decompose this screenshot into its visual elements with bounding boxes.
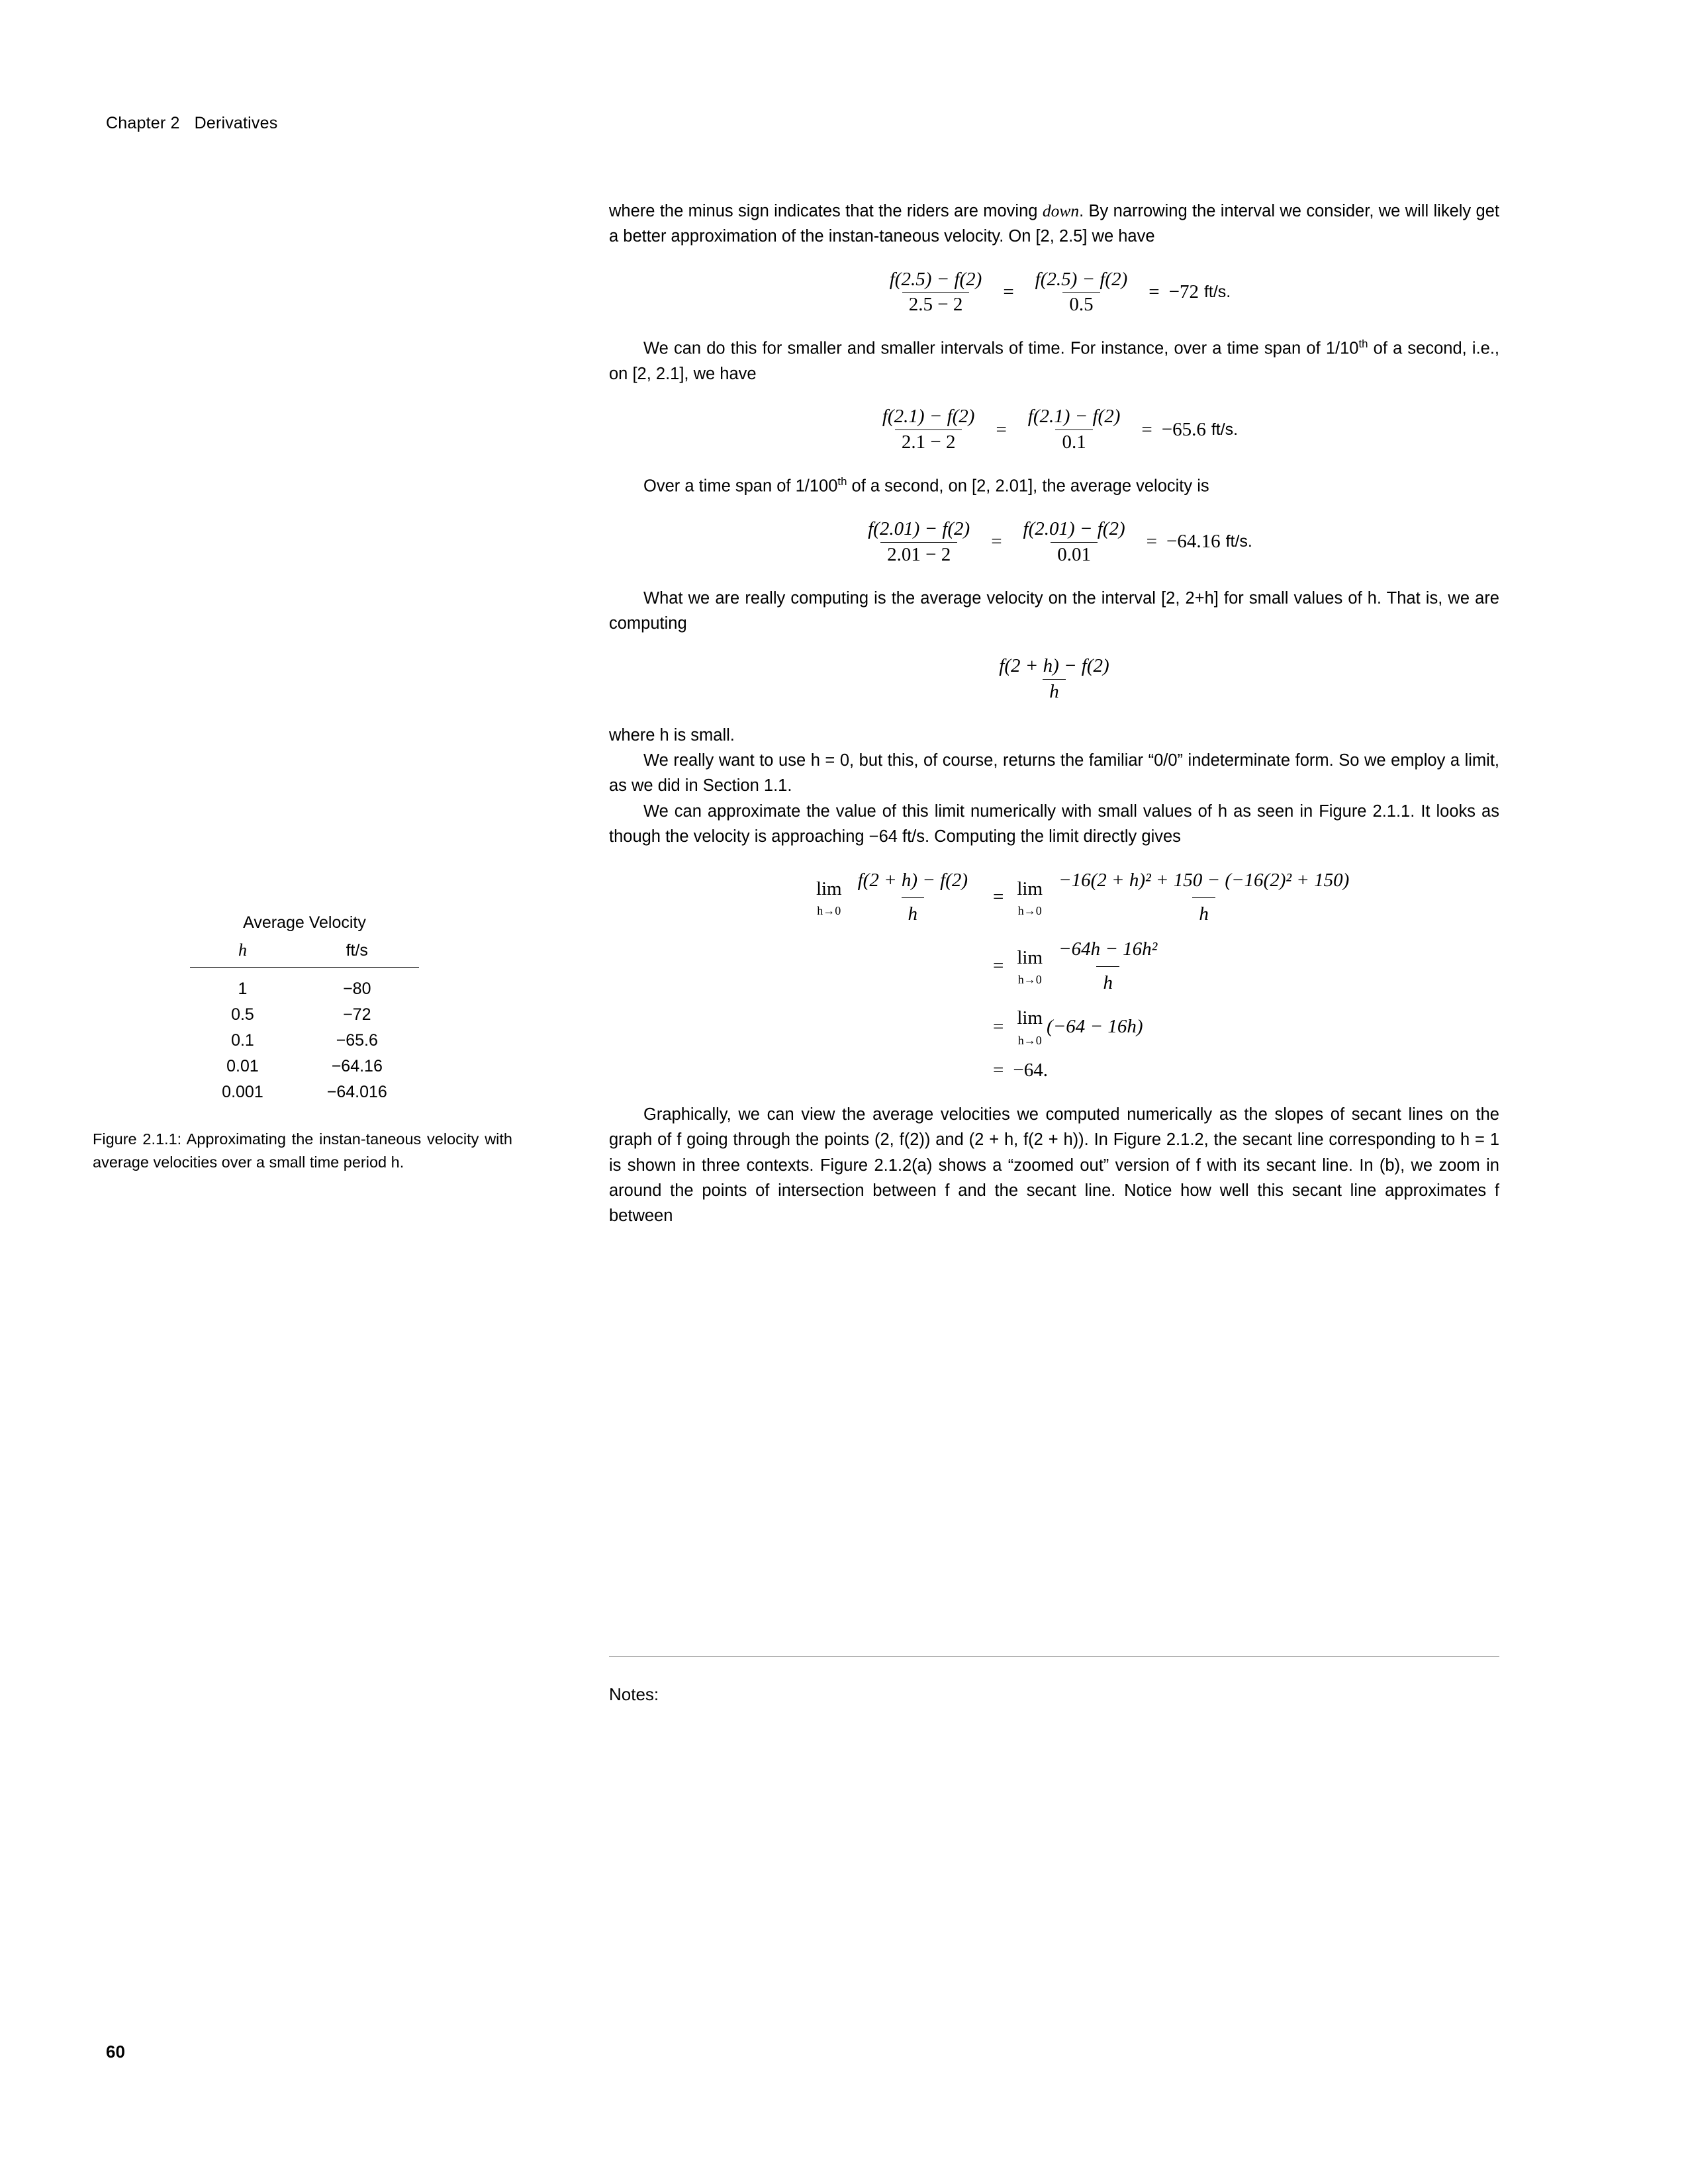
- equals-sign-2: =: [1141, 418, 1152, 440]
- limit-operator: [816, 875, 842, 921]
- equation-5-line-1: [609, 866, 1499, 929]
- ordinal-suffix: th: [1358, 338, 1368, 351]
- paragraph-2-part-a: We can do this for smaller and smaller intervals of time. For instance, over a time span of 1/10: [643, 339, 1359, 358]
- paragraph-3-part-b: of a second, on [2, 2.01], the average velocity is: [847, 477, 1209, 496]
- figure-caption: Figure 2.1.1: Approximating the instan-taneous velocity with average velocities over a small time period h.: [93, 1130, 512, 1171]
- denominator: h: [1043, 679, 1066, 703]
- equals-sign: =: [991, 531, 1002, 553]
- paragraph-3-part-a: Over a time span of 1/100: [643, 477, 838, 496]
- denominator: 0.5: [1062, 292, 1100, 316]
- table-row: [190, 1054, 419, 1079]
- numerator: f(2.5) − f(2): [889, 268, 982, 290]
- figure-2-1-1: [93, 913, 516, 1174]
- limit-subscript: h→0: [817, 904, 841, 918]
- equation-2: [609, 406, 1499, 453]
- ordinal-suffix: th: [837, 475, 847, 488]
- equation-5-line-2: [609, 935, 1499, 997]
- cell-v: −65.6: [336, 1031, 378, 1050]
- numerator: −64h − 16h²: [1058, 938, 1158, 960]
- final-result: −64.: [1013, 1059, 1048, 1081]
- equals-sign: =: [1003, 281, 1014, 302]
- numerator: f(2 + h) − f(2): [857, 870, 968, 891]
- column-header-units: ft/s: [295, 939, 419, 968]
- limit-subscript: h→0: [1017, 904, 1042, 918]
- equals-sign: =: [993, 955, 1004, 977]
- numerator: f(2.1) − f(2): [1027, 406, 1121, 428]
- fraction: [992, 656, 1115, 703]
- equation-5-line-3: [609, 1004, 1499, 1050]
- equals-sign: =: [993, 1059, 1004, 1081]
- table-header-row: [190, 939, 419, 968]
- denominator: 0.1: [1055, 430, 1092, 453]
- line2-fraction: [1052, 935, 1164, 997]
- equation-5-line-4: [609, 1056, 1499, 1085]
- limit-subscript: h→0: [1017, 973, 1042, 987]
- numerator: f(2.1) − f(2): [882, 406, 975, 428]
- paragraph-1: [609, 199, 1499, 250]
- cell-h: 0.001: [222, 1083, 263, 1101]
- result-unit: ft/s.: [1203, 283, 1231, 302]
- emphasis-down: down: [1042, 201, 1080, 220]
- chapter-label: Chapter 2: [106, 114, 180, 132]
- paragraph-7: We can approximate the value of this limit numerically with small values of h as seen in Figure 2.1.1. It looks as though the velocity is approaching −64 ft/s. Computing the limit directly gives: [609, 801, 1499, 846]
- numerator: f(2.01) − f(2): [868, 518, 970, 539]
- denominator: h: [902, 897, 925, 929]
- table-row: [190, 1028, 419, 1054]
- notes-label: Notes:: [609, 1684, 659, 1704]
- cell-v: −64.16: [331, 1057, 383, 1075]
- fraction-left: [883, 269, 989, 316]
- result-value: −72: [1168, 281, 1199, 302]
- limit-label: lim: [816, 878, 842, 899]
- limit-label: lim: [1017, 946, 1043, 968]
- fraction-right: [1017, 519, 1132, 566]
- paragraph-3: [609, 473, 1499, 499]
- limit-operator: [1017, 1004, 1043, 1050]
- result-unit: ft/s.: [1211, 420, 1239, 439]
- numerator: −16(2 + h)² + 150 − (−16(2)² + 150): [1058, 870, 1350, 891]
- limit-subscript: h→0: [1017, 1033, 1042, 1047]
- denominator: h: [1096, 966, 1119, 998]
- fraction-left: [861, 519, 976, 566]
- equals-sign: =: [996, 418, 1007, 440]
- paragraph-8: Graphically, we can view the average velocities we computed numerically as the slopes of secant lines on the graph of f going through the points (2, f(2)) and (2 + h, f(2 + h)). In Figure 2.1.2, the secant line corresponding to h = 1 is shown in three contexts. Figure 2.1.2(a) shows a “zoomed out” version of f with its secant line. In (b), we zoom in around the points of intersection between f and the secant line. Notice how well this secant line approximates f between: [609, 1105, 1499, 1226]
- rhs-fraction: [1052, 866, 1356, 929]
- cell-v: −72: [343, 1005, 371, 1024]
- denominator: 2.5 − 2: [902, 292, 970, 316]
- limit-operator: [1017, 944, 1043, 989]
- lhs-fraction: [851, 866, 974, 929]
- paragraph-2-part-b: of a second, i.e., on [2, 2.1], we have: [609, 339, 1500, 384]
- fraction-right: [1029, 269, 1135, 316]
- fraction-right: [1021, 406, 1127, 453]
- cell-v: −64.016: [326, 1083, 387, 1101]
- paragraph-1-part-a: where the minus sign indicates that the riders are moving: [609, 202, 1043, 220]
- equals-sign-2: =: [1149, 281, 1160, 302]
- cell-h: 0.01: [226, 1057, 259, 1075]
- cell-h: 1: [238, 979, 248, 998]
- limit-label: lim: [1017, 878, 1043, 899]
- table-row: [190, 968, 419, 1003]
- equals-sign-2: =: [1146, 531, 1157, 553]
- numerator: f(2 + h) − f(2): [999, 655, 1109, 677]
- denominator: 2.01 − 2: [880, 542, 957, 566]
- result-value: −65.6: [1161, 418, 1206, 440]
- paragraph-2: [609, 336, 1499, 387]
- notes-divider: [609, 1656, 1499, 1657]
- equation-5: [609, 866, 1499, 1085]
- numerator: f(2.01) − f(2): [1023, 518, 1125, 539]
- result-unit: ft/s.: [1225, 532, 1252, 551]
- equation-4: [609, 656, 1499, 703]
- paragraph-4: What we are really computing is the average velocity on the interval [2, 2+h] for small values of h. That is, we are computing: [609, 588, 1499, 633]
- fraction-left: [876, 406, 982, 453]
- main-text-column: [609, 199, 1499, 1228]
- equation-3: [609, 519, 1499, 566]
- running-head: [106, 114, 277, 133]
- paragraph-1-part-b: . By narrowing the interval we consider, we will likely get a better approximation of the instan-taneous velocity. On [2, 2.5] we have: [609, 202, 1499, 246]
- paragraph-6: We really want to use h = 0, but this, of course, returns the familiar “0/0” indeterminate form. So we employ a limit, as we did in Section 1.1.: [609, 751, 1499, 796]
- equals-sign: =: [993, 1015, 1004, 1037]
- page-number: 60: [106, 2042, 125, 2062]
- equation-1: [609, 269, 1499, 316]
- paragraph-5: where h is small.: [609, 725, 735, 745]
- limit-label: lim: [1017, 1007, 1043, 1029]
- cell-h: 0.5: [231, 1005, 254, 1024]
- cell-h: 0.1: [231, 1031, 254, 1050]
- line3-expression: (−64 − 16h): [1047, 1015, 1143, 1037]
- denominator: 0.01: [1051, 542, 1098, 566]
- table-title: Average Velocity: [243, 913, 366, 932]
- limit-operator: [1017, 875, 1043, 921]
- chapter-title: Derivatives: [194, 114, 278, 132]
- result-value: −64.16: [1166, 531, 1221, 553]
- table-row: [190, 1002, 419, 1028]
- cell-v: −80: [343, 979, 371, 998]
- column-header-h: h: [190, 939, 295, 968]
- equals-sign: =: [993, 886, 1004, 908]
- denominator: h: [1192, 897, 1215, 929]
- numerator: f(2.5) − f(2): [1035, 268, 1128, 290]
- table-row: [190, 1079, 419, 1105]
- denominator: 2.1 − 2: [895, 430, 962, 453]
- average-velocity-table: [190, 913, 419, 1105]
